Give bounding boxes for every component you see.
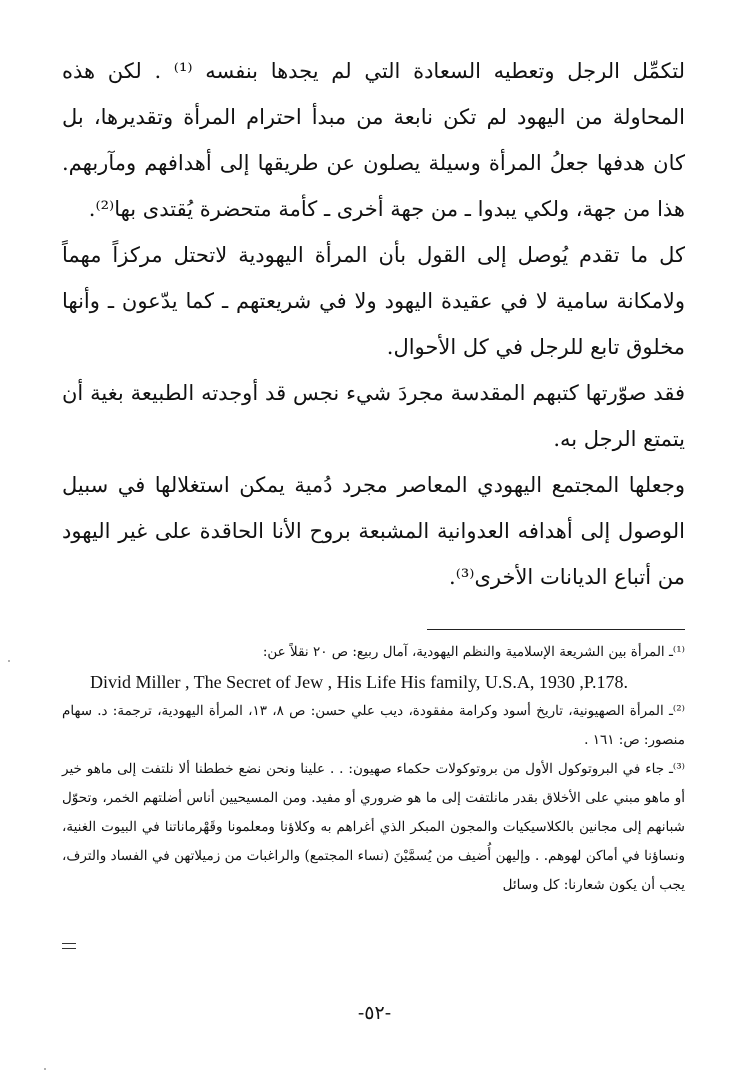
footnote-3: ⁽³⁾ـ جاء في البروتوكول الأول من بروتوكولات حكماء صهيون: . . علينا ونحن نضع خططنا ألا نلتفت إلى ماهو خير أو ماهو مبني على الأخلاق بقدر مانلتفت إلى ما هو ضروري أو مفيد. ومن المسيحيين أناس أضلتهم الخمر، وتحوّل شبانهم إلى مجانين بالكلاسيكيات والمجون المبكر الذي أغراهم به وكلاؤنا ومعلمونا وقَهْرماناتنا في البيوت الغنية، ونساؤنا في أماكن لهوهم. . وإليهن أُضيف من يُسمَّيْنَ (نساء المجتمع) والراغبات من زميلاتهن في الفساد والترف، يجب أن يكون شعارنا: كل وسائل: [62, 761, 685, 893]
page-number: -٥٢-: [357, 1002, 392, 1024]
footnote-1-reference: Divid Miller , The Secret of Jew , His Life His family, U.S.A, 1930 ,P.178.: [90, 672, 628, 692]
footnote-2: ⁽²⁾ـ المرأة الصهيونية، تاريخ أسود وكرامة مفقودة، ديب علي حسن: ص ٨، ١٣، المرأة اليهودية، ترجمة: د. سهام منصور: ص: ١٦١ .: [62, 703, 685, 748]
paragraph-4: وجعلها المجتمع اليهودي المعاصر مجرد دُمية يمكن استغلالها في سبيل الوصول إلى أهدافه العدوانية المشبعة بروح الأنا الحاقدة على غير اليهود من أتباع الديانات الأخرى⁽³⁾.: [62, 473, 685, 589]
paragraph-3: فقد صوّرتها كتبهم المقدسة مجردَ شيء نجس قد أوجدته الطبيعة بغية أن يتمتع الرجل به.: [62, 381, 685, 451]
footnote-1: ⁽¹⁾ـ المرأة بين الشريعة الإسلامية والنظم اليهودية، آمال ربيع: ص ٢٠ نقلاً عن:: [262, 644, 685, 660]
footnotes: [62, 638, 685, 900]
scan-speck: [8, 660, 10, 662]
scan-speck: [44, 1068, 46, 1070]
paragraph-2: كل ما تقدم يُوصل إلى القول بأن المرأة اليهودية لاتحتل مركزاً مهماً ولامكانة سامية لا في عقيدة اليهود ولا في شريعتهم ـ كما يدّعون ـ وأنها مخلوق تابع للرجل في كل الأحوال.: [62, 243, 685, 359]
footnote-separator: [427, 629, 685, 630]
continuation-mark: [62, 943, 76, 949]
main-text: [62, 48, 685, 600]
paragraph-1: لتكمِّل الرجل وتعطيه السعادة التي لم يجدها بنفسه ⁽¹⁾ . لكن هذه المحاولة من اليهود لم تكن نابعة من مبدأ احترام المرأة وتقديرها، بل كان هدفها جعلُ المرأة وسيلة يصلون عن طريقها إلى أهدافهم ومآربهم. هذا من جهة، ولكي يبدوا ـ من جهة أخرى ـ كأمة متحضرة يُقتدى بها⁽²⁾.: [62, 59, 685, 221]
